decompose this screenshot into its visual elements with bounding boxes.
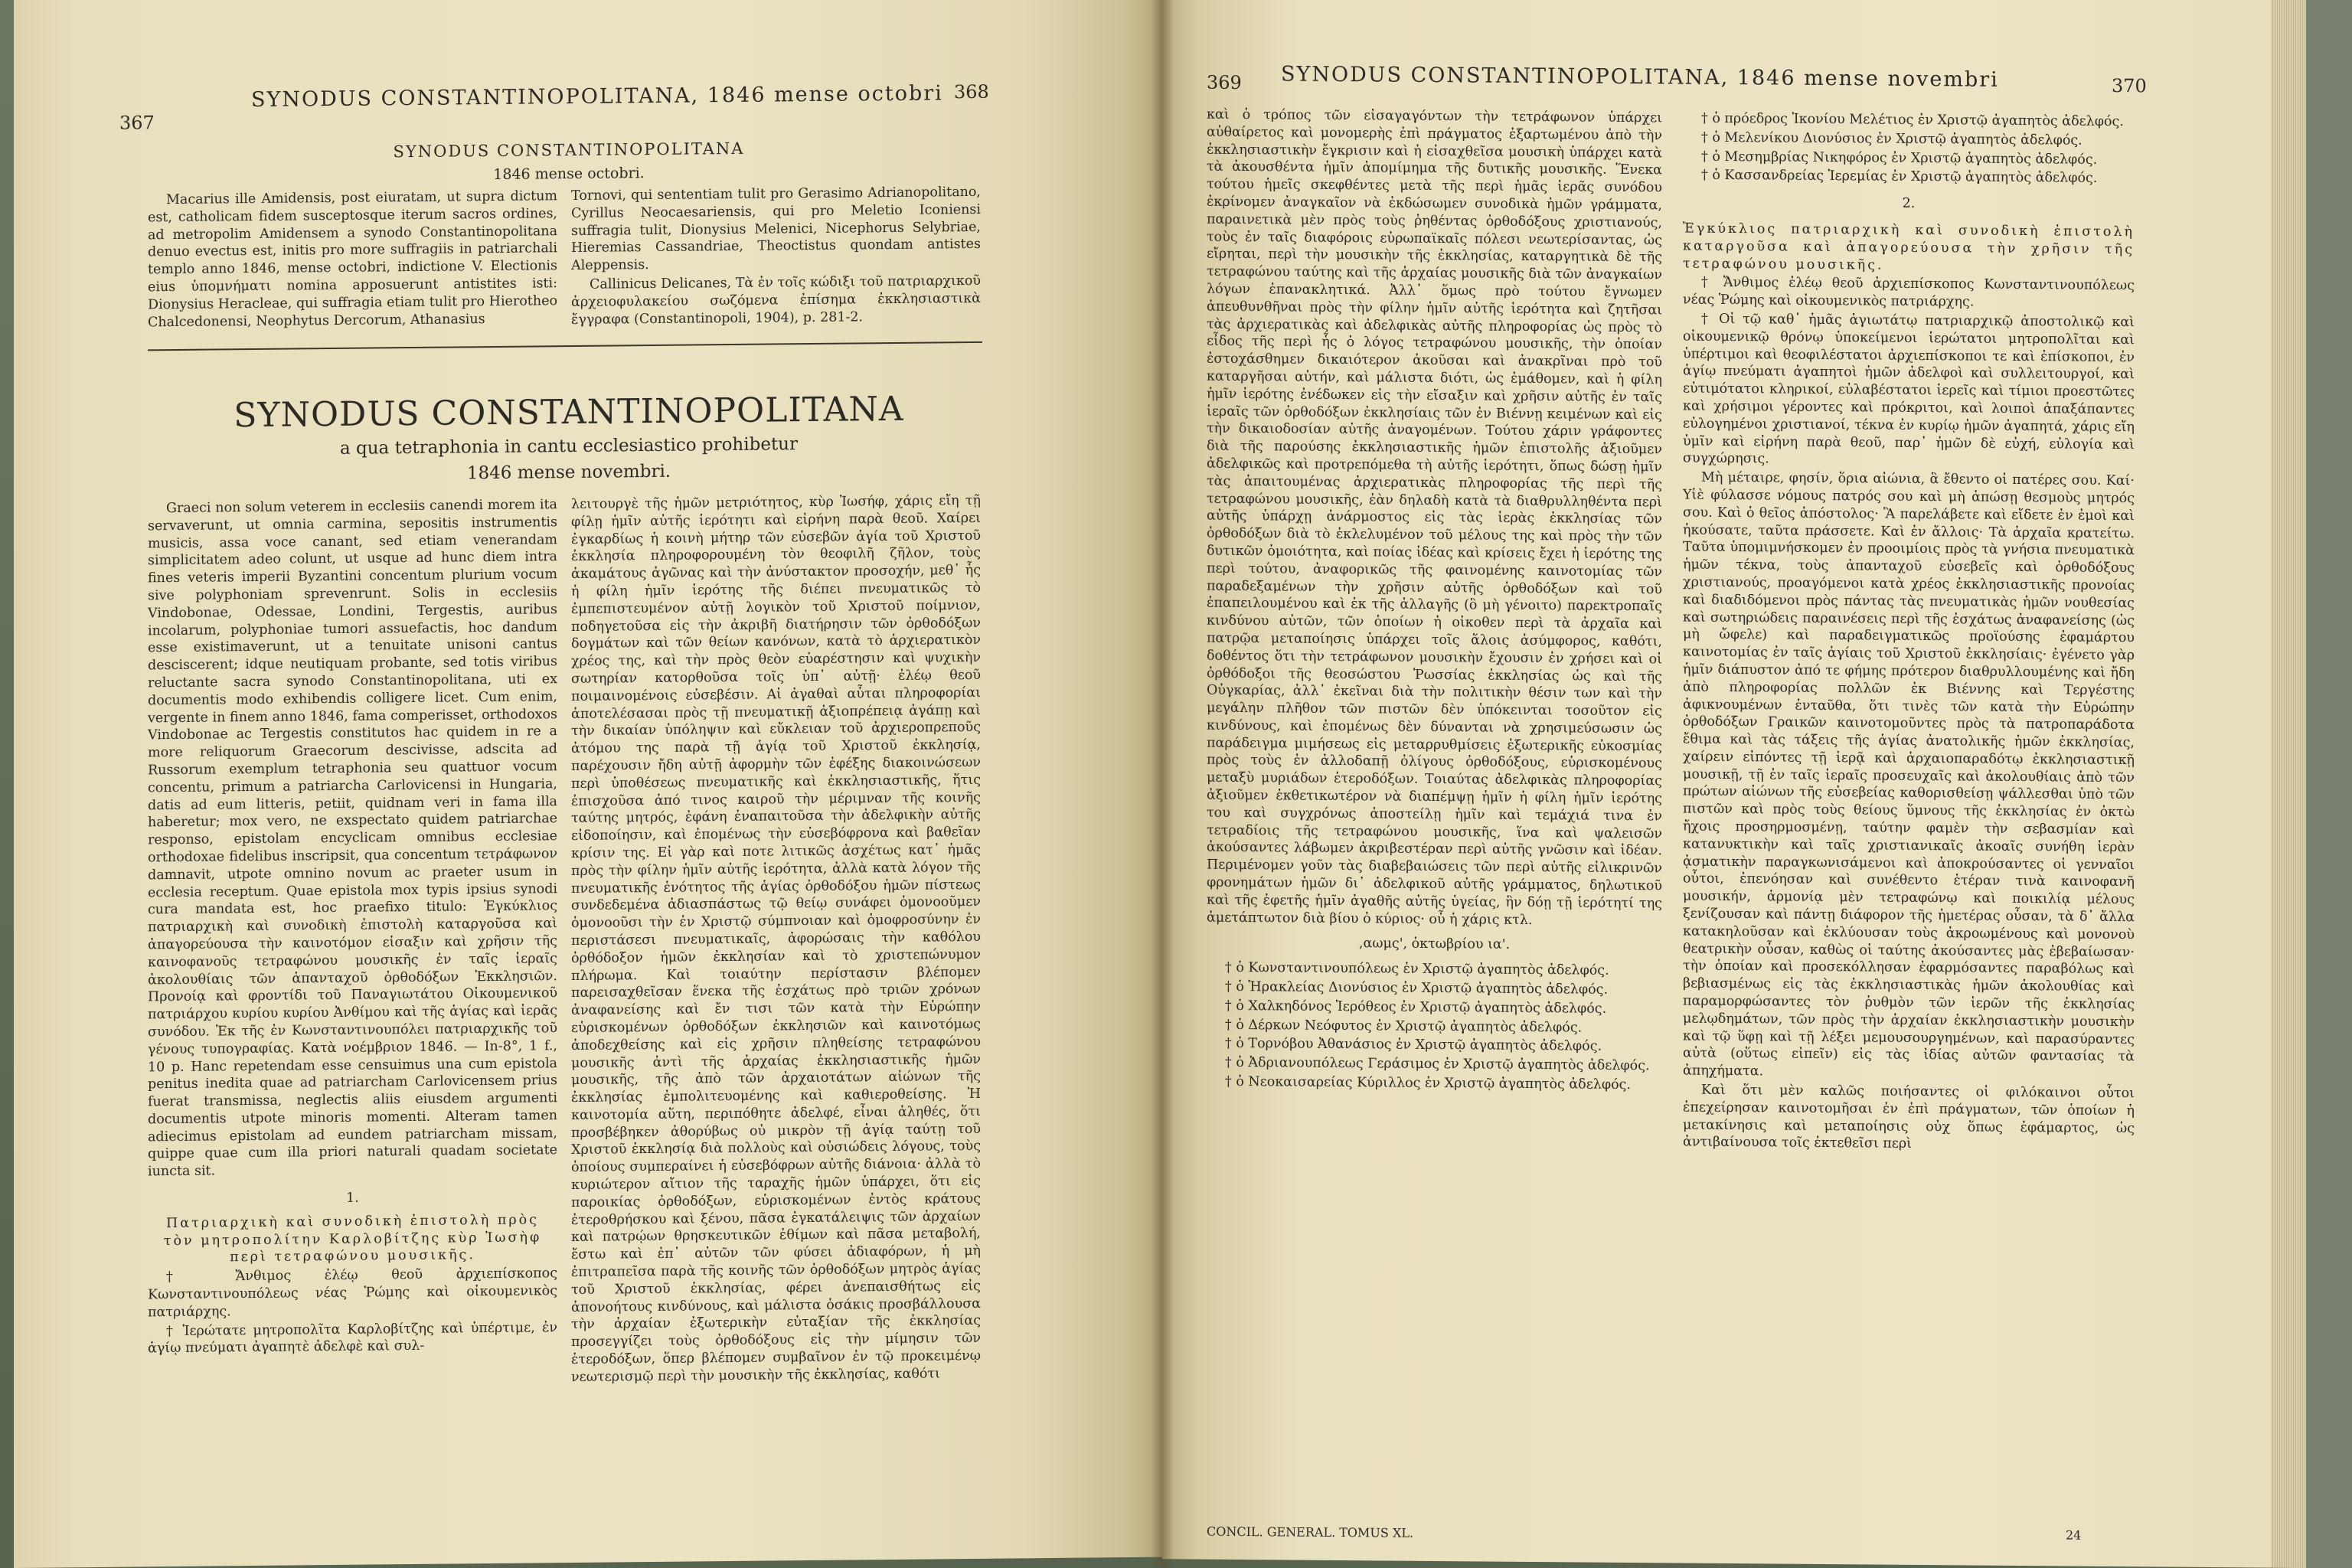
signature-6: † ὁ Ἀδριανουπόλεως Γεράσιμος ἐν Χριστῷ ἀγαπητὸς ἀδελφός. bbox=[1225, 1055, 1650, 1074]
signature-2: † ὁ Ἡρακλείας Διονύσιος ἐν Χριστῷ ἀγαπητὸς ἀδελφός. bbox=[1225, 978, 1609, 998]
page-number-370: 370 bbox=[2112, 74, 2147, 97]
section-1-col-1 bbox=[148, 188, 557, 333]
document-2-address: † Οἱ τῷ καθ᾽ ἡμᾶς ἁγιωτάτῳ πατριαρχικῷ ἀποστολικῷ καὶ οἰκουμενικῷ θρόνῳ ὑποκείμενοι ἱερώτατοι μητροπολῖται καὶ ὑπέρτιμοι καὶ θεοφιλέστατοι ἀρχιεπίσκοποι τε καὶ ἐπίσκοποι, ἐν ἁγίῳ πνεύματι ἀγαπητοὶ ἡμῶν ἀδελφοὶ καὶ συλλειτουργοί, καὶ εὐτιμότατοι κληρικοί, εὐλαβέστατοι ἱερεῖς καὶ τίμιοι προεστῶτες καὶ χρήσιμοι γέροντες καὶ πρόκριτοι, καὶ λοιποὶ ἁπαξάπαντες εὐλογημένοι χριστιανοί, τέκνα ἐν κυρίῳ ἡμῶν ἀγαπητά, χάρις εἴη ὑμῖν καὶ εἰρήνη παρὰ θεοῦ, παρ᾽ ἡμῶν δὲ εὐχή, εὐλογία καὶ συγχώρησις. bbox=[1683, 311, 2135, 467]
section-2-col-2 bbox=[571, 492, 981, 1530]
document-1-number: 1. bbox=[346, 1190, 359, 1206]
section-2-col-2-text: λειτουργὲ τῆς ἡμῶν μετριότητος, κὺρ Ἰωσήφ, χάρις εἴη τῇ φίλῃ ἡμῖν αὐτῆς ἱερότητι καὶ εἰρήνη παρὰ θεοῦ. Χαίρει ἐγκαρδίως ἡ κοινὴ μήτηρ τῶν εὐσεβῶν ἁγία τοῦ Χριστοῦ ἐκκλησία πληροφορουμένη τὸν θεοφιλῆ ζῆλον, τοὺς ἀκαμάτους ἀγῶνας καὶ τὴν ἀνύστακτον προσοχήν, μεθ᾽ ἧς ἡ φίλη ἡμῖν ἱερότης τῆς διέπει πνευματικῶς τὸ ἐμπεπιστευμένον αὐτῇ λογικὸν τοῦ Χριστοῦ ποίμνιον, ποδηγετοῦσα εἰς τὴν ἀκριβῆ διατήρησιν τῶν ὀρθοδόξων δογμάτων καὶ τῶν θείων κανόνων, κατὰ τὸ ἀρχιερατικὸν χρέος της, καὶ τὴν πρὸς θεὸν εὐαρέστησιν καὶ ψυχικὴν σωτηρίαν κατορθοῦσα τοῖς ὑπ᾽ αὐτῇ· ἐλέῳ θεοῦ ποιμαινομένοις εὐσεβέσιν. Αἱ ἀγαθαὶ αὗται πληροφορίαι ἀποτελέσασαι πρὸς τῇ πνευματικῇ ἀξιοπρέπειᾳ ἀγάπῃ καὶ τὴν δικαίαν ὑπόληψιν καὶ εὔκλειαν τοῦ ἀρχιεροπρεποῦς ἀτόμου της παρὰ τῇ ἁγίᾳ τοῦ Χριστοῦ ἐκκλησίᾳ, παρέχουσιν ἤδη αὐτῇ ἀφορμὴν τῶν ἐφέξης διακοινώσεων περὶ ὑποθέσεως πνευματικῆς καὶ ἐκκλησιαστικῆς, ἥτις ἐπισχοῦσα ἀπό τινος καιροῦ τὴν μέριμναν τῆς κοινῆς ταύτης μητρός, ἐφάνη ἐναπαιτοῦσα τὴν ἀδελφικὴν αὐτῆς εἰδοποίησιν, καὶ ἐπομένως τὴν εὐσεβόφρονα καὶ βαθεῖαν κρίσιν της. Εἰ γὰρ καὶ ποτε λιτικῶς ἀσχέτως κατ᾽ ἡμᾶς πρὸς τὴν φίλην ἡμῖν αὐτῆς ἱερότητα, ἀλλὰ κατὰ λόγον τῆς πνευματικῆς ἑνότητος τῆς ἁγίας ὀρθοδόξου ἡμῶν πίστεως συνδεδεμένα ἀδιασπάστως τῷ θείῳ συνάφει ὁμονοοῦμεν ὁμονοοῦσι τὴν ἐν Χριστῷ σύμπνοιαν καὶ ὁμοφροσύνην ἐν περιστάσεσι πνευματικαῖς, ἀφορώσαις τὴν καθόλου ὀρθόδοξον ἡμῶν ἐκκλησίαν καὶ τὸ χριστεπώνυμον πλήρωμα. Καὶ τοιαύτην περίστασιν βλέπομεν παρεισαχθεῖσαν ἕνεκα τῆς ἐσχάτως πρὸ τριῶν χρόνων ἀναφανείσης καὶ ἔν τισι τῶν κατὰ τὴν Εὐρώπην εὑρισκομένων ὀρθοδόξων ἐκκλησιῶν καὶ καινοτόμως ἀποδεχθείσης καὶ εἰς χρῆσιν πληθείσης τετραφώνου μουσικῆς ἀντὶ τῆς ἀρχαίας ἐκκλησιαστικῆς ἡμῶν μουσικῆς, τῆς ἀπὸ τῶν ἀρχαιοτάτων αἰώνων τῆς ἐκκλησίας ἐμπολιτευομένης καὶ καθιεροθείσης. Ἡ καινοτομία αὕτη, περιπόθητε ἀδελφέ, εἶναι ἀληθές, ὅτι προσβέβηκεν ἀθορύβως οὐ μικρὸν τῇ ἁγίᾳ ταύτῃ τοῦ Χριστοῦ ἐκκλησίᾳ διὰ πολλοὺς καὶ οὐσιώδεις λόγους, τοὺς ὁποίους συμπεραίνει ἡ εὐσεβόφρων αὐτῆς διάνοια· ἀλλὰ τὸ κυριώτερον αἴτιον τῆς ταραχῆς ἡμῶν ὑπάρχει, ὅτι εἰς παροικίας ὀρθοδόξων, εὑρισκομένων ἐντὸς κράτους ἑτεροθρήσκου καὶ ξένου, πᾶσα ἐγκατάλειψις τῶν ἀρχαίων καὶ πατρῴων θρησκευτικῶν ἐθίμων καὶ πᾶσα μεταβολή, ἔστω καὶ ἐπ᾽ αὐτῶν τῶν φύσει ἀδιαφόρων, ἡ μὴ ἐπιτραπεῖσα παρὰ τῆς κοινῆς τῶν ὀρθοδόξων μητρὸς ἁγίας τοῦ Χριστοῦ ἐκκλησίας, φέρει ἀνεπαισθήτως εἰς ἀπονοήτους κινδύνους, καὶ μάλιστα ὁσάκις προσβάλλουσα τὴν ἀρχαίαν ἐξωτερικὴν εὐταξίαν τῆς ἐκκλησίας προσεγγίζει τοὺς ὀρθοδόξους εἰς τὴν μίμησιν τῶν ἑτεροδόξων, ὅπερ βλέπομεν συμβαῖνον ἐν τῷ προκειμένῳ νεωτερισμῷ περὶ τὴν μουσικὴν τῆς ἐκκλησίας, καθότι bbox=[571, 492, 981, 1385]
section-2-col-1 bbox=[148, 496, 557, 1534]
signature-5: † ὁ Τορνόβου Ἀθανάσιος ἐν Χριστῷ ἀγαπητὸς ἀδελφός. bbox=[1225, 1036, 1602, 1055]
signature-9: † ὁ Μελενίκου Διονύσιος ἐν Χριστῷ ἀγαπητὸς ἀδελφός. bbox=[1701, 129, 2082, 149]
document-2-continuation: Καὶ ὅτι μὲν καλῶς ποιήσαντες οἱ φιλόκαινοι οὗτοι ἐπεχείρησαν καινοτομῆσαι ἐν ἐπὶ πράγματων, τῶν ὁποίων ἡ μετακίνησις καὶ μεταποίησις οὐχ ὅπως ἐφάμαρτος, ὡς ἀντιβαίνουσα τοῖς ἐκτεθεῖσι περὶ bbox=[1683, 1082, 2135, 1152]
section-2-subtitle: a qua tetraphonia in cantu ecclesiastico prohibetur bbox=[340, 434, 798, 459]
signature-4: † ὁ Δέρκων Νεόφυτος ἐν Χριστῷ ἀγαπητὸς ἀδελφός. bbox=[1225, 1017, 1583, 1036]
section-1-date: 1846 mense octobri. bbox=[493, 165, 645, 183]
section-2-date: 1846 mense novembri. bbox=[466, 461, 671, 484]
document-1-salutation: † Ἄνθιμος ἐλέῳ θεοῦ ἀρχιεπίσκοπος Κωνσταντινουπόλεως νέας Ῥώμης καὶ οἰκουμενικὸς πατριάρχης. bbox=[148, 1266, 557, 1321]
signature-3: † ὁ Χαλκηδόνος Ἱερόθεος ἐν Χριστῷ ἀγαπητὸς ἀδελφός. bbox=[1225, 998, 1607, 1017]
section-divider bbox=[148, 341, 982, 351]
section-1-title: SYNODUS CONSTANTINOPOLITANA bbox=[393, 139, 745, 162]
section-1-col-2 bbox=[571, 184, 981, 331]
page-number-368: 368 bbox=[954, 80, 989, 103]
signature-1: † ὁ Κωνσταντινουπόλεως ἐν Χριστῷ ἀγαπητὸς ἀδελφός. bbox=[1225, 960, 1609, 979]
running-head-right: SYNODUS CONSTANTINOPOLITANA, 1846 mense novembri bbox=[1281, 62, 1999, 92]
section-2-title: SYNODUS CONSTANTINOPOLITANA bbox=[234, 389, 904, 436]
letter-date: ,αωμς', ὀκτωβρίου ια'. bbox=[1358, 936, 1511, 953]
open-book bbox=[14, 0, 2311, 1568]
section-1-source: Callinicus Delicanes, Τὰ ἐν τοῖς κώδιξι τοῦ πατριαρχικοῦ ἀρχειοφυλακείου σωζόμενα ἐπίσημα ἐκκλησιαστικὰ ἔγγραφα (Constantinopoli, 1904), p. 281-2. bbox=[571, 273, 981, 328]
document-2-number: 2. bbox=[1902, 195, 1916, 212]
document-1-title: Πατριαρχικὴ καὶ συνοδικὴ ἐπιστολὴ πρὸς τὸν μητροπολίτην Καρλοβίτζης κὺρ Ἰωσὴφ περὶ τετραφώνου μουσικῆς. bbox=[163, 1212, 542, 1266]
section-2-col-1-text: Graeci non solum veterem in ecclesiis canendi morem ita servaverunt, ut omnia carmina, sepositis instrumentis musicis, assa voce canant, sed etiam venerandam simplicitatem adeo colunt, ut usque ad hunc diem intra fines veteris imperii Byzantini concentum plurium vocum sive polyphoniam sprevenrunt. Solis in ecclesiis Vindobonae, Odessae, Londini, Tergestis, auribus incolarum, polyphoniae tumori assuefactis, hoc dandum esse existimaverunt, ut a tenuitate unisoni cantus desciscerent; idque neutiquam probante, sed totis viribus reluctante sacra synodo Constantinopolitana, uti ex documentis modo exhibendis colligere licet. Cum enim, vergente in finem anno 1846, fama comperisset, orthodoxos Vindobonae ac Tergestis constitutos hac quidem in re a more reliquorum Graecorum descivisse, adscita ad Russorum exemplum tetraphonia seu quattuor vocum concentu, primum a patriarcha Carlovicensi in Hungaria, datis ad eum litteris, petiit, quidnam veri in fama illa haberetur; mox vero, ne exspectato quidem patriarchae responso, epistolam encyclicam omnibus ecclesiae orthodoxae fidelibus inscripsit, qua concentum τετράφωνον damnavit, utpote omnino novum ac praeter usum in ecclesia receptum. Quae epistola mox typis ipsius synodi cura mandata est, hoc praefixo titulo: Ἐγκύκλιος πατριαρχικὴ καὶ συνοδικὴ ἐπιστολὴ καταργοῦσα καὶ ἀπαγορεύουσα τὴν καινοτόμον εἰσαξιν καὶ χρῆσιν τῆς καινοφανοῦς τετραφώνου μουσικῆς ἐν ταῖς ἱεραῖς ἀκολουθίαις τῶν ἁπανταχοῦ ὀρθοδόξων Ἐκκλησιῶν. Προνοίᾳ καὶ φροντίδι τοῦ Παναγιωτάτου Οἰκουμενικοῦ πατριάρχου κυρίου κυρίου Ἀνθίμου καὶ τῆς ἁγίας καὶ ἱερᾶς συνόδου. Ἐκ τῆς ἐν Κωνσταντινουπόλει πατριαρχικῆς τοῦ γένους τυπογραφίας. Κατὰ νοέμβριον 1846. — In-8°, 1 f., 10 p. Hanc repetendam esse censuimus una cum epistola penitus inedita quae ad patriarcham Carlovicensem prius fuerat transmissa, neglectis aliis eiusdem argumenti documentis utpote minoris momenti. Alteram tamen adiecimus epistolam ad eundem patriarcham missam, quippe quae cum illa priori naturali quadam societate iuncta sit. bbox=[148, 497, 557, 1180]
signature-7: † ὁ Νεοκαισαρείας Κύριλλος ἐν Χριστῷ ἀγαπητὸς ἀδελφός. bbox=[1225, 1073, 1632, 1093]
signature-8: † ὁ πρόεδρος Ἰκονίου Μελέτιος ἐν Χριστῷ ἀγαπητὸς ἀδελφός. bbox=[1701, 110, 2124, 130]
right-page bbox=[1162, 0, 2311, 1568]
footer-signature: 24 bbox=[2066, 1527, 2082, 1543]
section-1-col-2-text: Tornovi, qui sententiam tulit pro Gerasimo Adrianopolitano, Cyrillus Neocaesariensis, qui pro Meletio Iconiensi suffragia tulit, Dionysius Melenici, Nicephorus Selybriae, Hieremias Cassandriae, Theoctistus quondam antistes Aleppensis. bbox=[571, 184, 981, 274]
book-cover-edge bbox=[2306, 0, 2352, 1568]
document-1-opening: † Ἱερώτατε μητροπολῖτα Καρλοβίτζης καὶ ὑπέρτιμε, ἐν ἁγίῳ πνεύματι ἀγαπητὲ ἀδελφὲ καὶ συλ- bbox=[148, 1319, 557, 1357]
document-2-body: Μὴ μέταιρε, φησίν, ὅρια αἰώνια, ἃ ἔθεντο οἱ πατέρες σου. Καί· Υἱὲ φύλασσε νόμους πατρός σου καὶ μὴ ἀπώσῃ θεσμοὺς μητρός σου. Καὶ ὁ θεῖος ἀπόστολος· Ἃ παρελάβετε καὶ εἴδετε ἐν ἐμοὶ καὶ ἠκούσατε, ταῦτα πράσσετε. Καὶ ἐν ἄλλοις· Τὰ ἀρχαῖα κρατείτω. Ταῦτα ὑπομιμνήσκομεν ἐν προοιμίοις πρὸς τὰ γνήσια πνευματικὰ ἡμῶν τέκνα, τοὺς ἁπανταχοῦ εὐσεβεῖς καὶ ὀρθοδόξους χριστιανούς, προαγόμενοι κατὰ χρέος ἐκκλησιαστικῆς προνοίας καὶ διαδιδόμενοι πρὸς πάντας τὰς πνευματικὰς ἡμῶν νουθεσίας καὶ σωτηριώδεις παραινέσεις περὶ τῆς ἐσχάτως ἀναφανείσης (ὡς μὴ ὤφελε) καὶ παραδειγματικῶς προϊούσης ἐφαμάρτου καινοτομίας ἐν ταῖς ἁγίαις τοῦ Χριστοῦ ἐκκλησίαις· ἐγένετο γὰρ ἡμῖν διάπυστον ἀπό τε φήμης πρότερον διαθρυλλουμένης καὶ ἤδη ἀπὸ πληροφορίας πολλῶν ἐκ Βιέννης καὶ Τεργέστης ἀφικνουμένων ἐνταῦθα, ὅτι τινὲς τῶν κατὰ τὴν Εὐρώπην ὀρθοδόξων Γραικῶν καινοτομοῦντες πρὸς τὰ πατροπαράδοτα ἔθιμα καὶ τὰς τάξεις τῆς ἁγίας ἀνατολικῆς ἡμῶν ἐκκλησίας, χαίρειν εἰπόντες τῇ ἱερᾷ καὶ ἀρχαιοπαραδότῳ ἐκκλησιαστικῇ μουσικῇ, τῇ ἐν ταῖς ἱεραῖς προσευχαῖς καὶ ἀκολουθίαις ἀπὸ τῶν πρώτων αἰώνων τῆς εὐσεβείας καθορισθείσῃ ψάλλεσθαι ὑπὸ τῶν πιστῶν καὶ πρὸς τοὺς θείους ὕμνους τῆς ἐκκλησίας ἐν ὀκτὼ ἤχοις προσηρμοσμένῃ, ταύτην φαμὲν τὴν σεβασμίαν καὶ κατανυκτικὴν καὶ ταῖς χριστιανικαῖς ἀκοαῖς συνήθη ἱερὰν ᾀσματικὴν παραγκωνισάμενοι καὶ ἀποκρούσαντες οἱ γενναῖοι οὗτοι, ἐπενόησαν καὶ συνέθεντο ἑτέραν τινὰ καινοφανῆ μουσικήν, ἁρμονίᾳ μὲν τετραφώνῳ καὶ ποικιλίᾳ μέλους ξενίζουσαν καὶ πάντῃ διάφορον τῆς ἡμετέρας οὖσαν, τὰ δ᾽ ἄλλα κατακηλοῦσαν καὶ ἐκλύουσαν τοὺς ἀκροωμένους καὶ μονονοὺ θεατρικὴν οὖσαν, καθὼς οἱ ταύτης ἀκούσαντες μὰς ἐβεβαίωσαν· τὴν ὁποίαν καὶ προσεκόλλησαν ἐφαρμόσαντες παραβόλως καὶ βεβιασμένως εἰς τὰς ἐκκλησιαστικὰς ἡμῶν ἀκολουθίας καὶ παραμορφώσαντες τὸν ῥυθμὸν τῶν ἱερῶν τῆς ἐκκλησίας μελῳδημάτων, τῶν πρὸς τὴν ἀρχαίαν ἐκκλησιαστικὴν μουσικὴν καὶ τῷ ὕφῃ καὶ τῇ λέξει μεμουσουργημένων, καὶ παρασύραντες αὐτὰ (οὕτως εἰπεῖν) εἰς τὰς ἰδίας αὐτῶν φαντασίας τὰ ἀπηχήματα. bbox=[1683, 469, 2135, 1080]
document-2-title: Ἐγκύκλιος πατριαρχικὴ καὶ συνοδικὴ ἐπιστολὴ καταργοῦσα καὶ ἀπαγορεύουσα τὴν χρῆσιν τῆς τετραφώνου μουσικῆς. bbox=[1683, 220, 2135, 273]
right-col-2 bbox=[1683, 110, 2135, 1519]
book-gutter bbox=[1151, 0, 1174, 1568]
right-col-1 bbox=[1207, 106, 1662, 1550]
left-page bbox=[14, 0, 1162, 1568]
signature-11: † ὁ Κασσανδρείας Ἱερεμίας ἐν Χριστῷ ἀγαπητὸς ἀδελφός. bbox=[1701, 168, 2098, 187]
page-edges bbox=[2271, 0, 2311, 1568]
signature-10: † ὁ Μεσημβρίας Νικηφόρος ἐν Χριστῷ ἀγαπητὸς ἀδελφός. bbox=[1701, 149, 2098, 168]
footer-volume: CONCIL. GENERAL. TOMUS XL. bbox=[1207, 1524, 1414, 1540]
document-2-salutation: † Ἄνθιμος ἐλέῳ θεοῦ ἀρχιεπίσκοπος Κωνσταντινουπόλεως νέας Ῥώμης καὶ οἰκουμενικὸς πατριάρχης. bbox=[1683, 275, 2135, 310]
page-number-369: 369 bbox=[1207, 71, 1242, 94]
section-1-col-1-text: Macarius ille Amidensis, post eiuratam, ut supra dictum est, catholicam fidem susceptosque iterum sacros ordines, ad metropolim Amidensem a synodo Constantinopolitana denuo evectus est, initis pro more suffragiis in patriarchali templo anno 1846, mense octobri, indictione V. Electionis eius ὑπομνήματι nomina apposuerunt antistites isti: Dionysius Heracleae, qui suffragia etiam tulit pro Hierotheo Chalcedonensi, Neophytus Dercorum, Athanasius bbox=[148, 188, 557, 330]
running-head-left: SYNODUS CONSTANTINOPOLITANA, 1846 mense octobri bbox=[251, 81, 943, 113]
right-col-1-text: καὶ ὁ τρόπος τῶν εἰσαγαγόντων τὴν τετράφωνον ὑπάρχει αὐθαίρετος καὶ μονομερὴς ἐπὶ πράγματος ἐξαρτωμένου ἀπὸ τὴν ἐκκλησιαστικὴν ἔγκρισιν καὶ ἡ εἰσαχθεῖσα μουσικὴ ὑπάρχει κατὰ τὰ ἀκουσθέντα ἡμῖν ἀπομίμημα τῆς δυτικῆς μουσικῆς. Ἕνεκα τούτου ἡμεῖς σκεφθέντες μετὰ τῆς περὶ ἡμᾶς ἱερᾶς συνόδου ἐκρίνομεν ἀναγκαῖον νὰ ἐκδώσωμεν συνοδικὰ ἡμῶν γράμματα, παραινετικὰ μὲν πρὸς τοὺς ῥηθέντας ὀρθοδόξους χριστιανούς, τοὺς ἐν ταῖς διαφόροις εὐρωπαϊκαῖς πόλεσι νεωτερίσαντας, ὡς εἴρηται, περὶ τὴν μουσικὴν τῆς ἐκκλησίας, καταργητικὰ δὲ τῆς τετραφώνου ταύτης καὶ τῆς ἀρχαίας μουσικῆς διὰ τῶν ἀναγκαίων λόγων ἐπανακλητικά. Ἀλλ᾽ ὅμως πρὸ τούτου ἔγνωμεν ἀπευθυνθῆναι πρὸς τὴν φίλην ἡμῖν αὐτῆς ἱερότητα καὶ ζητῆσαι τὰς ἀρχιερατικὰς καὶ ἀδελφικὰς αὐτῆς πληροφορίας ὡς πρὸς τὸ εἶδος τῆς περὶ ἧς ὁ λόγος τετραφώνου μουσικῆς, τὴν ὁποίαν ἐστοχάσθημεν δικαιότερον ἀκοῦσαι καὶ ἀνακρῖναι πρὸ τοῦ καταργῆσαι αὐτήν, καὶ μάλιστα διότι, ὡς ἐμάθομεν, καὶ ἡ φίλη ἡμῖν ἱερότης ἐνέδωκεν εἰς τὴν εἴσαξιν καὶ χρῆσιν αὐτῆς ἐν ταῖς ἱεραῖς τῶν ὀρθοδόξων ἐκκλησίαις τῶν ἐν Βιέννῃ κειμένων καὶ εἰς τὴν δικαιοδοσίαν αὐτῆς ἀναγομένων. Τούτου χάριν γράφοντες διὰ τῆς παρούσης ἐκκλησιαστικῆς ἡμῶν ἐπιστολῆς ἀξιοῦμεν ἀδελφικῶς καὶ προτρεπόμεθα τὴ αὐτῆς ἱερότητι, ὅπως δώσῃ ἡμῖν τὰς ἀπαιτουμένας ἀρχιερατικὰς πληροφορίας τῆς περὶ τῆς τετραφώνου μουσικῆς, ἐὰν δηλαδὴ κατὰ τὰ διαθρυλληθέντα περὶ αὐτῆς ὑπάρχῃ ἀνάρμοστος εἰς τὰς ἱερὰς ἐκκλησίας τῶν ὀρθοδόξων διὰ τὸ ἐκλελυμένον τοῦ μέλους της καὶ πρὸς τὴν τῶν δυτικῶν ὁμοιότητα, καὶ ποίας ἰδέας καὶ κρίσεις ἔχει ἡ ἱερότης της περὶ τούτου, ἀναφορικῶς τῆς φαινομένης καινοτομίας τῶν παραδεξαμένων τὴν χρῆσιν αὐτῆς ὀρθοδόξων καὶ τοῦ ἐπαπειλουμένου καὶ ἐκ τῆς ἀλλαγῆς (ὃ μὴ γένοιτο) παρεκτροπαῖς κινδύνου αὐτῶν, τῶν ὁποίων ἡ οἰκοθεν περὶ τὰ ἀρχαῖα καὶ πατρῷα μεταποίησις ὑπάρχει τοῖς ἅλοις ἀσύμφορος, καθότι, δοθέντος ὅτι τὴν τετράφωνον μουσικὴν ἔχουσιν ἐν χρήσει καὶ οἱ ὀρθόδοξοι τῆς θεοσώστου Ῥωσσίας ἐκκλησίας ὡς καὶ τῆς Οὐγκαρίας, ἀλλ᾽ ἐκεῖναι διὰ τὴν πολιτικὴν θέσιν των καὶ τὴν μεγάλην πλῆθον τῶν πιστῶν δὲν ὑπόκεινται τοσοῦτον εἰς κινδύνους, καὶ ἐπομένως δὲν δύνανται νὰ χρησιμεύσωσιν ὡς παράδειγμα μιμήσεως εἰς μεταρρυθμίσεις ἐξωτερικῆς εὐκοσμίας πρὸς τοὺς ἐν ἀλλοδαπῇ ὀλίγους ὀρθοδόξους, εὑρισκομένους μεταξὺ μυριάδων ἑτεροδόξων. Τοιαύτας ἀδελφικὰς πληροφορίας ἀξιοῦμεν ἐκθετικωτέρον νὰ διαπέμψῃ ἡμῖν ἡ φίλη ἡμῖν ἱερότης του καὶ συγχρόνως ἀποστείλῃ ἡμῖν καὶ τεμάχιά τινα ἐν τετραδίοις τῆς τετραφώνου μουσικῆς, ἵνα καὶ ψαλεισῶν ἀκούσαντες λάβωμεν ἀκριβεστέραν περὶ αὐτῆς γνῶσιν καὶ ἰδέαν. Περιμένομεν γοῦν τὰς διαβεβαιώσεις τῶν περὶ αὐτῆς εἰλικρινῶν φρονημάτων ἡμῶν δι᾽ ἀδελφικοῦ αὐτῆς γράμματος, δηλωτικοῦ καὶ τῆς ἐφετῆς ἡμῖν ἀγαθῆς αὐτῆς ὑγείας, ἣν δόῃ τῇ ἱερότητί της ἀμετάπτωτον διὰ βίου ὁ κύριος· οὗ ἡ χάρις κτλ. bbox=[1207, 106, 1662, 928]
page-number-367: 367 bbox=[119, 112, 155, 134]
